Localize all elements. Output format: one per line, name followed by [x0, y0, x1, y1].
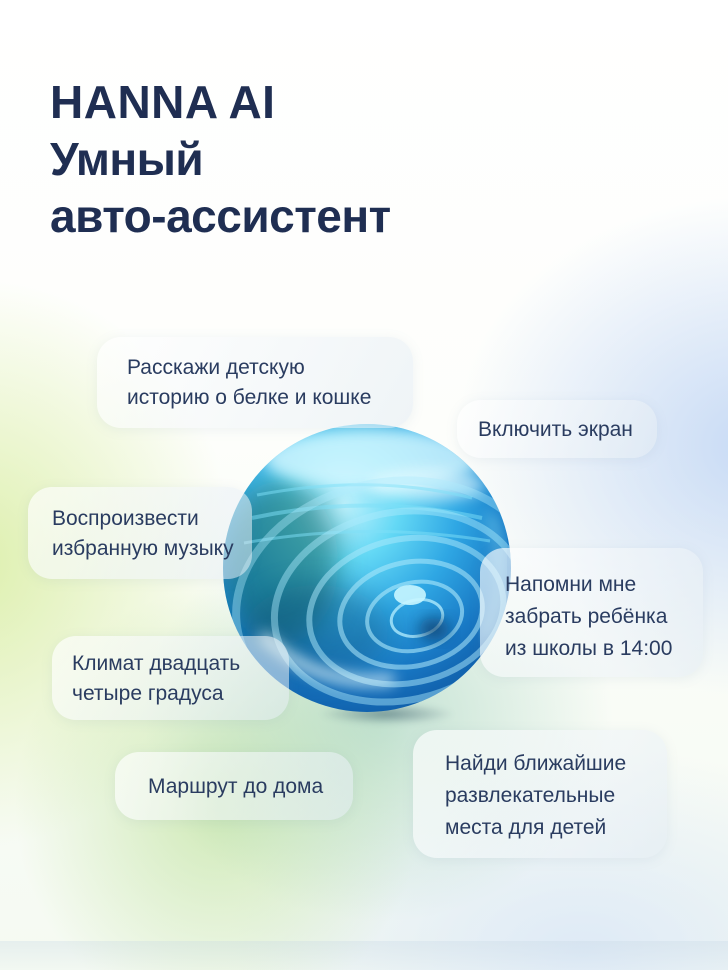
voice-command-bubble-story — [97, 337, 413, 428]
bubble-text: развлекательные — [445, 784, 616, 807]
voice-command-bubble-climate — [52, 636, 289, 720]
voice-command-bubble-reminder — [480, 548, 703, 677]
floor-reflection-band — [0, 941, 728, 970]
bubble-text: Включить экран — [478, 418, 633, 441]
voice-command-bubble-screen — [457, 400, 657, 458]
bubble-text: избранную музыку — [52, 537, 234, 560]
voice-command-bubble-route — [115, 752, 353, 820]
bubble-text: Найди ближайшие — [445, 752, 627, 775]
bubble-text: Воспроизвести — [52, 507, 199, 530]
bubble-text: Маршрут до дома — [148, 775, 324, 798]
bubble-text: историю о белке и кошке — [127, 386, 372, 409]
subtitle-line-1: Умный — [50, 133, 204, 185]
voice-command-bubble-places — [413, 730, 667, 858]
voice-command-bubble-music — [28, 487, 252, 579]
bubble-text: забрать ребёнка — [505, 605, 668, 628]
brand-name: HANNA AI — [50, 76, 276, 128]
bubble-text: четыре градуса — [72, 682, 224, 705]
page-title — [50, 74, 391, 245]
bubble-text: Расскажи детскую — [127, 356, 305, 379]
subtitle-line-2: авто-ассистент — [50, 190, 391, 242]
bubble-text: Климат двадцать — [72, 652, 241, 675]
bubble-text: места для детей — [445, 816, 607, 839]
bubble-text: из школы в 14:00 — [505, 637, 673, 660]
bubble-text: Напомни мне — [505, 573, 637, 596]
